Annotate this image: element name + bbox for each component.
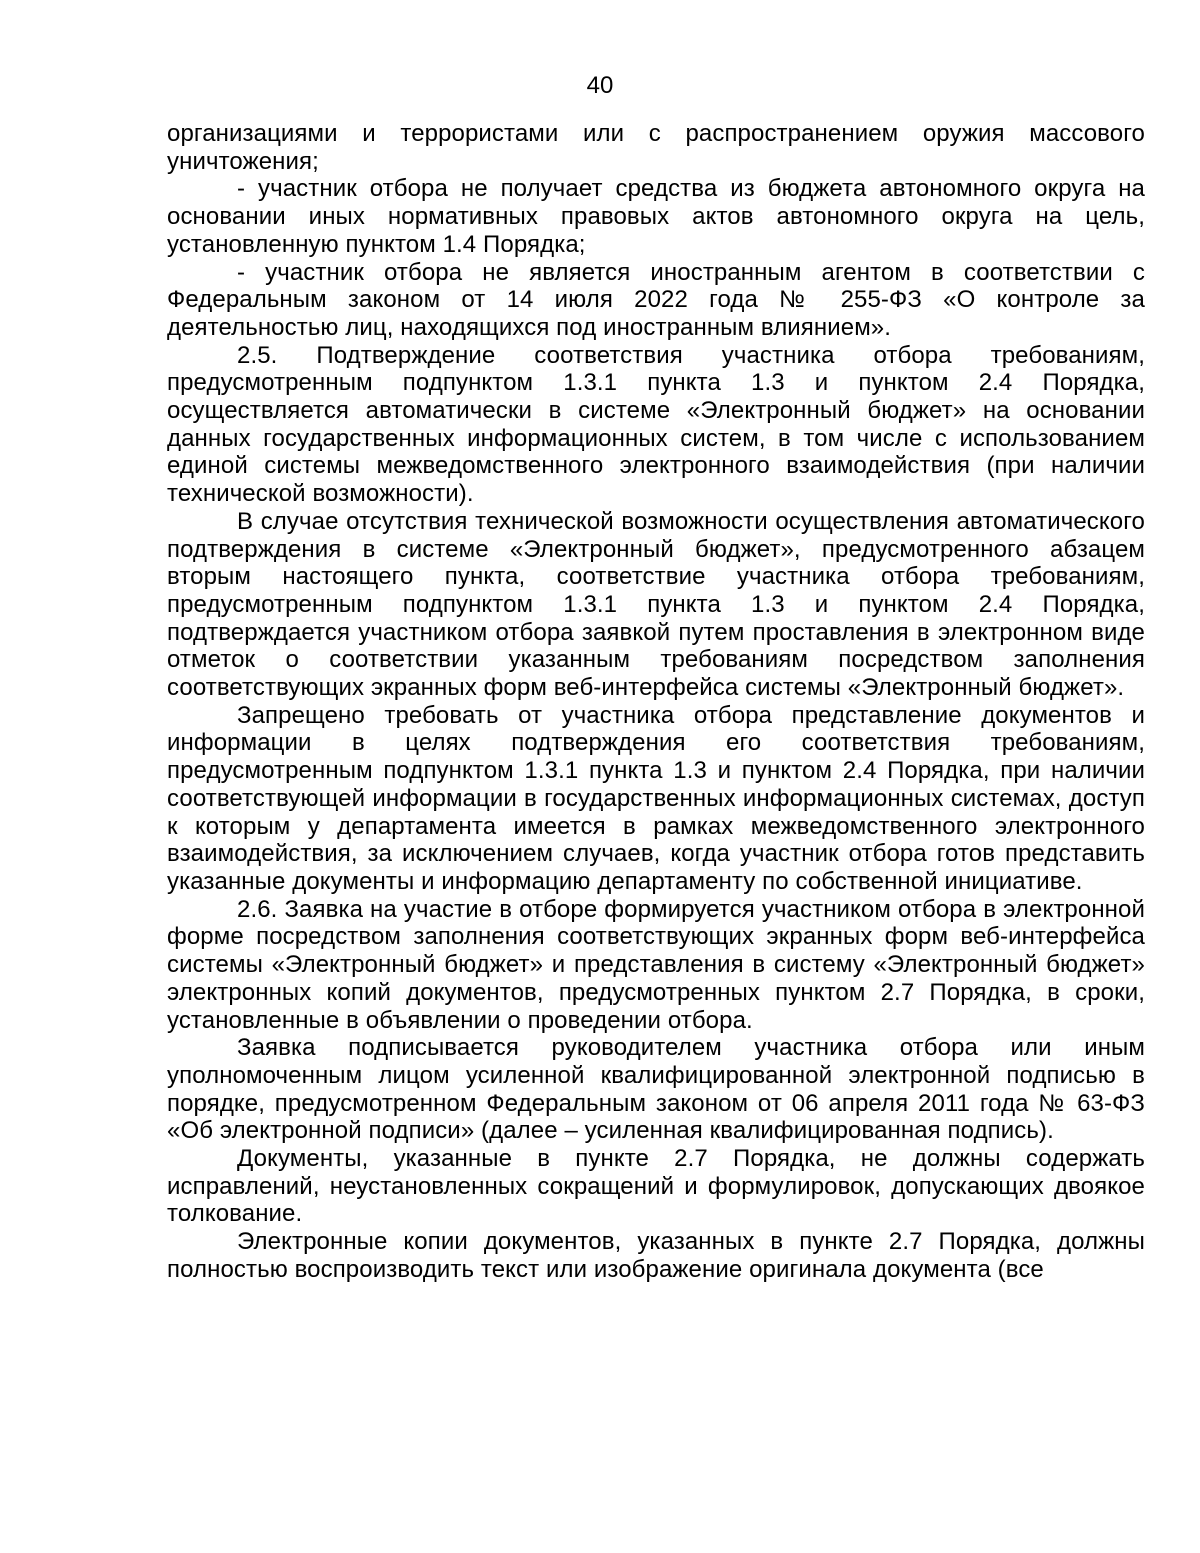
paragraph-continuation: организациями и террористами или с распространением оружия массового уничтожения; bbox=[167, 120, 1145, 175]
document-body bbox=[167, 120, 1145, 1284]
paragraph-2-6: 2.6. Заявка на участие в отборе формируется участником отбора в электронной форме посредством заполнения соответствующих экранных форм веб-интерфейса системы «Электронный бюджет» и представления в систему «Электронный бюджет» электронных копий документов, предусмотренных пунктом 2.7 Порядка, в сроки, установленные в объявлении о проведении отбора. bbox=[167, 895, 1145, 1034]
paragraph-documents-corrections: Документы, указанные в пункте 2.7 Порядка, не должны содержать исправлений, неустановленных сокращений и формулировок, допускающих двоякое толкование. bbox=[167, 1145, 1145, 1228]
paragraph-budget-funds: - участник отбора не получает средства из бюджета автономного округа на основании иных нормативных правовых актов автономного округа на цель, установленную пунктом 1.4 Порядка; bbox=[167, 175, 1145, 258]
paragraph-prohibited-requirements: Запрещено требовать от участника отбора представление документов и информации в целях подтверждения его соответствия требованиям, предусмотренным подпунктом 1.3.1 пункта 1.3 и пунктом 2.4 Порядка, при наличии соответствующей информации в государственных информационных системах, доступ к которым у департамента имеется в рамках межведомственного электронного взаимодействия, за исключением случаев, когда участник отбора готов представить указанные документы и информацию департаменту по собственной инициативе. bbox=[167, 701, 1145, 895]
paragraph-2-5: 2.5. Подтверждение соответствия участника отбора требованиям, предусмотренным подпунктом 1.3.1 пункта 1.3 и пунктом 2.4 Порядка, осуществляется автоматически в системе «Электронный бюджет» на основании данных государственных информационных систем, в том числе с использованием единой системы межведомственного электронного взаимодействия (при наличии технической возможности). bbox=[167, 341, 1145, 508]
paragraph-no-technical-possibility: В случае отсутствия технической возможности осуществления автоматического подтверждения в системе «Электронный бюджет», предусмотренного абзацем вторым настоящего пункта, соответствие участника отбора требованиям, предусмотренным подпунктом 1.3.1 пункта 1.3 и пунктом 2.4 Порядка, подтверждается участником отбора заявкой путем проставления в электронном виде отметок о соответствии указанным требованиям посредством заполнения соответствующих экранных форм веб-интерфейса системы «Электронный бюджет». bbox=[167, 507, 1145, 702]
paragraph-foreign-agent: - участник отбора не является иностранным агентом в соответствии с Федеральным законом от 14 июля 2022 года № 255-ФЗ «О контроле за деятельностью лиц, находящихся под иностранным влиянием». bbox=[167, 258, 1145, 341]
paragraph-electronic-copies: Электронные копии документов, указанных в пункте 2.7 Порядка, должны полностью воспроизводить текст или изображение оригинала документа (все bbox=[167, 1228, 1145, 1283]
paragraph-signature: Заявка подписывается руководителем участника отбора или иным уполномоченным лицом усиленной квалифицированной электронной подписью в порядке, предусмотренном Федеральным законом от 06 апреля 2011 года № 63-ФЗ «Об электронной подписи» (далее – усиленная квалифицированная подпись). bbox=[167, 1034, 1145, 1145]
page-number: 40 bbox=[586, 72, 614, 99]
